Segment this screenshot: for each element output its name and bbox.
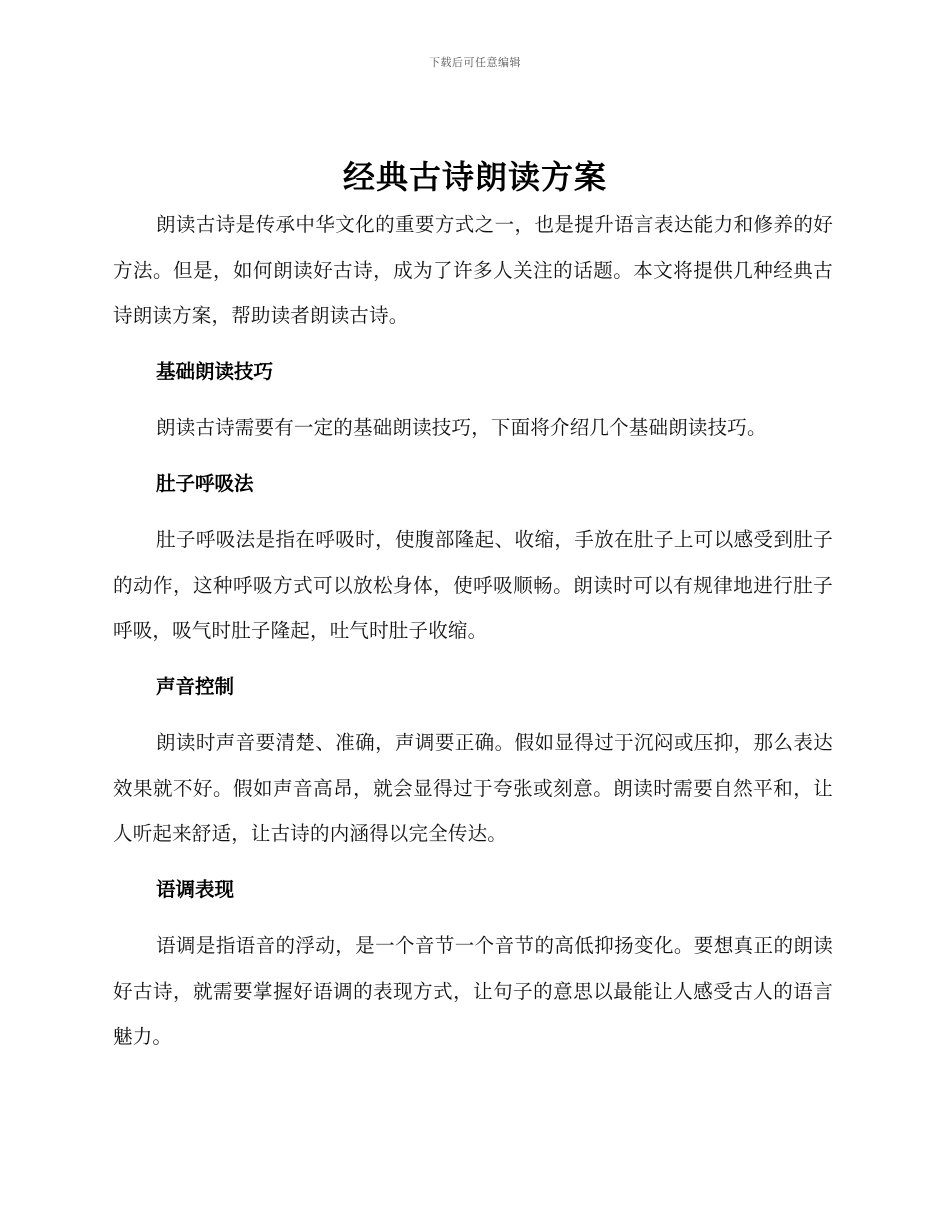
section-intonation [113, 867, 833, 1060]
section-belly-breathing [113, 461, 833, 654]
section-paragraph: 朗读时声音要清楚、准确，声调要正确。假如显得过于沉闷或压抑，那么表达效果就不好。假如声音高昂，就会显得过于夸张或刻意。朗读时需要自然平和，让人听起来舒适，让古诗的内涵得以完全传达。 [113, 731, 833, 845]
section-basic-techniques [113, 349, 833, 451]
section-heading: 声音控制 [156, 674, 235, 698]
document-title: 经典古诗朗读方案 [342, 158, 607, 196]
section-voice-control [113, 664, 833, 857]
document-body [113, 202, 833, 1060]
section-heading: 语调表现 [156, 877, 235, 901]
header-note: 下载后可任意编辑 [429, 56, 521, 69]
section-paragraph: 肚子呼吸法是指在呼吸时，使腹部隆起、收缩，手放在肚子上可以感受到肚子的动作，这种呼吸方式可以放松身体，使呼吸顺畅。朗读时可以有规律地进行肚子呼吸，吸气时肚子隆起，吐气时肚子收缩。 [113, 528, 833, 642]
section-heading: 基础朗读技巧 [156, 359, 274, 383]
section-heading: 肚子呼吸法 [156, 471, 254, 495]
section-paragraph: 朗读古诗需要有一定的基础朗读技巧，下面将介绍几个基础朗读技巧。 [156, 416, 767, 439]
section-paragraph: 语调是指语音的浮动，是一个音节一个音节的高低抑扬变化。要想真正的朗读好古诗，就需要掌握好语调的表现方式，让句子的意思以最能让人感受古人的语言魅力。 [113, 934, 833, 1048]
intro-paragraph: 朗读古诗是传承中华文化的重要方式之一，也是提升语言表达能力和修养的好方法。但是，如何朗读好古诗，成为了许多人关注的话题。本文将提供几种经典古诗朗读方案，帮助读者朗读古诗。 [113, 213, 833, 327]
